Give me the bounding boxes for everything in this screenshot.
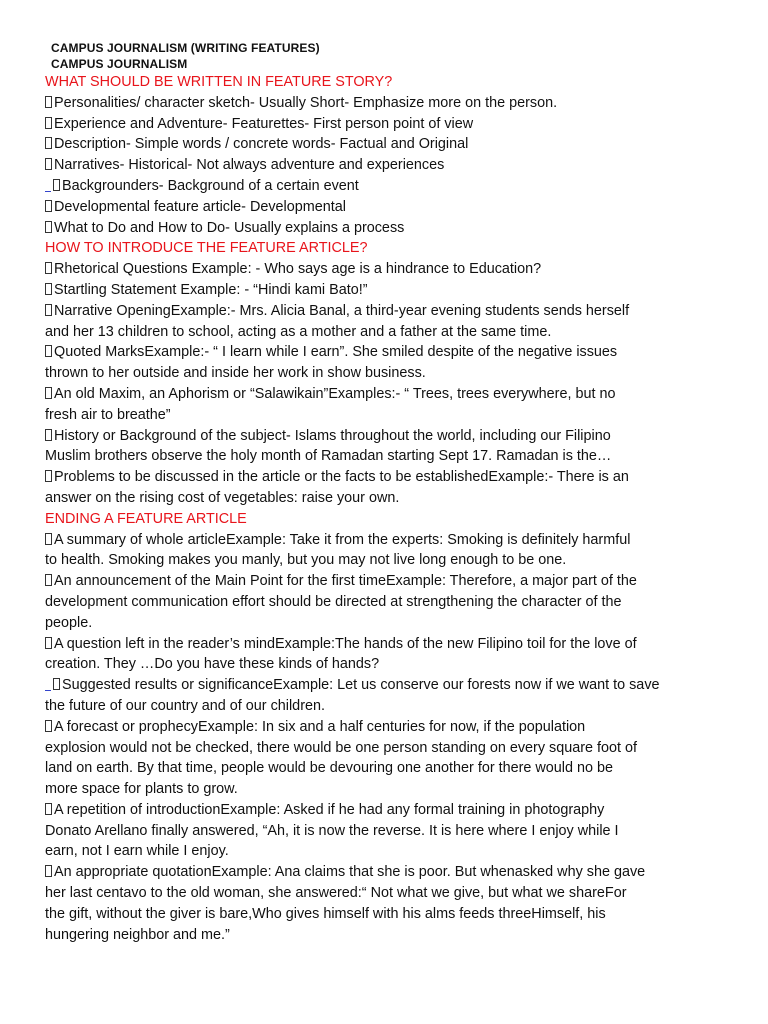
line-text: creation. They …Do you have these kinds of hands?: [45, 656, 380, 673]
text-line: [45, 675, 728, 696]
line-text: An appropriate quotationExample: Ana claims that she is poor. But whenasked why she gave: [54, 864, 646, 881]
text-line: [45, 571, 728, 592]
line-text: A question left in the reader’s mindExample:The hands of the new Filipino toil for the love of: [54, 635, 637, 652]
text-line: [45, 488, 728, 509]
text-line: [45, 384, 728, 405]
text-line: [45, 883, 728, 904]
bullet-box-icon: [45, 262, 52, 274]
text-line: [45, 696, 728, 717]
text-line: [45, 446, 728, 467]
bullet-box-icon: [53, 179, 60, 191]
bullet-box-icon: [45, 283, 52, 295]
text-line: [45, 821, 728, 842]
header-subtitle: CAMPUS JOURNALISM: [51, 57, 188, 71]
text-line: [45, 758, 728, 779]
text-line: [45, 197, 728, 218]
line-text: Donato Arellano finally answered, “Ah, it is now the reverse. It is here where I enjoy while I: [45, 822, 619, 839]
text-line: [45, 218, 728, 239]
line-text: explosion would not be checked, there would be one person standing on every square foot of: [45, 739, 638, 756]
line-text: to health. Smoking makes you manly, but you may not live long enough to be one.: [45, 552, 567, 569]
text-line: [45, 613, 728, 634]
bullet-box-icon: [45, 345, 52, 357]
line-text: Problems to be discussed in the article or the facts to be establishedExample:- There is an: [54, 469, 629, 486]
bullet-box-icon: [45, 137, 52, 149]
text-line: [45, 634, 728, 655]
text-line: [45, 800, 728, 821]
text-line: [45, 114, 728, 135]
bullet-box-icon: [45, 221, 52, 233]
document-body: [45, 72, 728, 945]
line-text: Personalities/ character sketch- Usually Short- Emphasize more on the person.: [54, 94, 558, 111]
line-text: What to Do and How to Do- Usually explains a process: [54, 219, 405, 236]
bullet-box-icon: [45, 304, 52, 316]
bullet-box-icon: [45, 533, 52, 545]
text-line: [45, 925, 728, 946]
text-line: [45, 654, 728, 675]
line-text: the gift, without the giver is bare,Who gives himself with his alms feeds threeHimself, his: [45, 905, 606, 922]
bullet-box-icon: [45, 720, 52, 732]
bullet-box-icon: [45, 429, 52, 441]
bullet-box-icon: [45, 470, 52, 482]
line-text: fresh air to breathe”: [45, 406, 171, 423]
line-text: more space for plants to grow.: [45, 781, 238, 798]
text-line: [45, 592, 728, 613]
text-line: [45, 176, 728, 197]
bullet-box-icon: [45, 117, 52, 129]
line-text: thrown to her outside and inside her work in show business.: [45, 365, 426, 382]
text-line: [45, 550, 728, 571]
line-text: An old Maxim, an Aphorism or “Salawikain”Examples:- “ Trees, trees everywhere, but no: [54, 385, 616, 402]
line-text: the future of our country and of our children.: [45, 697, 325, 714]
line-text: hungering neighbor and me.”: [45, 926, 230, 943]
text-line: [45, 779, 728, 800]
section-heading: [45, 238, 728, 259]
document-header: [51, 40, 768, 72]
line-text: Rhetorical Questions Example: - Who says age is a hindrance to Education?: [54, 261, 542, 278]
text-line: [45, 93, 728, 114]
line-text: WHAT SHOULD BE WRITTEN IN FEATURE STORY?: [45, 74, 393, 90]
line-text: A forecast or prophecyExample: In six and a half centuries for now, if the population: [54, 718, 586, 735]
line-text: ENDING A FEATURE ARTICLE: [45, 510, 247, 527]
line-text: Backgrounders- Background of a certain event: [62, 177, 359, 194]
line-text: her last centavo to the old woman, she answered:“ Not what we give, but what we shareFor: [45, 885, 627, 902]
text-line: [45, 467, 728, 488]
text-line: [45, 841, 728, 862]
line-text: Experience and Adventure- Featurettes- First person point of view: [54, 115, 474, 132]
line-text: and her 13 children to school, acting as a mother and a father at the same time.: [45, 323, 552, 340]
line-text: Quoted MarksExample:- “ I learn while I earn”. She smiled despite of the negative issues: [54, 344, 618, 361]
text-line: [45, 280, 728, 301]
line-text: earn, not I earn while I enjoy.: [45, 843, 229, 860]
bullet-box-icon: [45, 158, 52, 170]
line-text: Narrative OpeningExample:- Mrs. Alicia Banal, a third-year evening students sends herself: [54, 302, 630, 319]
section-heading: [45, 509, 728, 530]
text-line: [45, 342, 728, 363]
text-line: [45, 301, 728, 322]
text-line: [45, 155, 728, 176]
text-line: [45, 530, 728, 551]
line-text: people.: [45, 614, 93, 631]
text-line: [45, 259, 728, 280]
text-line: [45, 322, 728, 343]
text-line: [45, 363, 728, 384]
underline-mark: [45, 676, 51, 691]
text-line: [45, 904, 728, 925]
text-line: [45, 738, 728, 759]
text-line: [45, 862, 728, 883]
header-title: CAMPUS JOURNALISM (WRITING FEATURES): [51, 41, 320, 55]
line-text: An announcement of the Main Point for the first timeExample: Therefore, a major part of the: [54, 573, 637, 590]
line-text: HOW TO INTRODUCE THE FEATURE ARTICLE?: [45, 240, 368, 257]
line-text: Muslim brothers observe the holy month of Ramadan starting Sept 17. Ramadan is the…: [45, 448, 612, 465]
text-line: [45, 134, 728, 155]
line-text: Narratives- Historical- Not always adventure and experiences: [54, 157, 445, 174]
bullet-box-icon: [45, 387, 52, 399]
line-text: A summary of whole articleExample: Take it from the experts: Smoking is definitely harmful: [54, 531, 631, 548]
line-text: Suggested results or significanceExample: Let us conserve our forests now if we want to save: [62, 677, 660, 694]
bullet-box-icon: [53, 678, 60, 690]
line-text: development communication effort should be directed at strengthening the character of the: [45, 593, 622, 610]
bullet-box-icon: [45, 637, 52, 649]
text-line: [45, 426, 728, 447]
text-line: [45, 717, 728, 738]
line-text: A repetition of introductionExample: Asked if he had any formal training in photography: [54, 801, 605, 818]
line-text: Startling Statement Example: - “Hindi kami Bato!”: [54, 281, 368, 298]
bullet-box-icon: [45, 200, 52, 212]
section-heading: [45, 72, 728, 93]
line-text: answer on the rising cost of vegetables: raise your own.: [45, 489, 400, 506]
underline-mark: [45, 177, 51, 192]
bullet-box-icon: [45, 803, 52, 815]
line-text: land on earth. By that time, people would be devouring one another for there would no be: [45, 760, 614, 777]
text-line: [45, 405, 728, 426]
bullet-box-icon: [45, 574, 52, 586]
bullet-box-icon: [45, 96, 52, 108]
bullet-box-icon: [45, 865, 52, 877]
line-text: Developmental feature article- Developmental: [54, 198, 346, 215]
line-text: History or Background of the subject- Islams throughout the world, including our Filipino: [54, 427, 611, 444]
line-text: Description- Simple words / concrete words- Factual and Original: [54, 136, 469, 153]
